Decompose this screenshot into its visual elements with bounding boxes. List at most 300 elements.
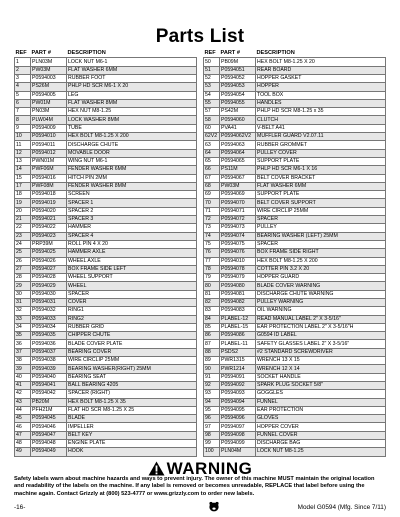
ref-cell: 27: [15, 265, 31, 273]
table-row: [15, 431, 197, 439]
part-number-cell: P0594029: [31, 282, 67, 290]
ref-cell: 90: [204, 365, 220, 373]
part-number-cell: PWF06M: [31, 166, 67, 174]
part-number-cell: P0594032: [31, 307, 67, 315]
part-number-cell: P0594003: [31, 74, 67, 82]
description-cell: TUBE: [67, 124, 197, 132]
table-row: [204, 365, 386, 373]
description-cell: HITCH PIN 2MM: [67, 174, 197, 182]
parts-tables: [14, 49, 386, 457]
table-row: [15, 448, 197, 456]
table-row: [204, 357, 386, 365]
ref-cell: 75: [204, 240, 220, 248]
ref-cell: 22: [15, 224, 31, 232]
ref-cell: 31: [15, 299, 31, 307]
ref-cell: 91: [204, 373, 220, 381]
part-number-cell: PS26M: [31, 83, 67, 91]
ref-cell: 28: [15, 274, 31, 282]
ref-cell: 54: [204, 91, 220, 99]
description-header: DESCRIPTION: [256, 50, 295, 57]
parts-table-left: [14, 49, 197, 457]
table-row: [15, 124, 197, 132]
part-number-cell: PRP39M: [31, 240, 67, 248]
description-cell: SUPPORT PLATE: [256, 191, 386, 199]
part-number-cell: P0594062V2: [220, 133, 256, 141]
part-number-cell: P0594028: [31, 274, 67, 282]
part-number-cell: P0594097: [220, 423, 256, 431]
ref-cell: 66: [204, 166, 220, 174]
parts-table-left-body: [15, 58, 197, 456]
ref-cell: 80: [204, 282, 220, 290]
table-row: [15, 99, 197, 107]
table-row: [15, 182, 197, 190]
description-cell: PHLP HD SCR M6-1 X 16: [256, 166, 386, 174]
warning-heading-text: WARNING: [166, 459, 253, 478]
ref-cell: 48: [15, 440, 31, 448]
part-number-cell: PN03M: [31, 108, 67, 116]
part-number-cell: P0594038: [31, 357, 67, 365]
description-cell: FLAT WASHER 8MM: [67, 99, 197, 107]
page-title: Parts List: [155, 26, 245, 47]
ref-cell: 9: [15, 124, 31, 132]
ref-cell: 65: [204, 157, 220, 165]
ref-cell: 99: [204, 440, 220, 448]
table-row: [204, 74, 386, 82]
table-row: [15, 340, 197, 348]
ref-cell: 34: [15, 323, 31, 331]
description-cell: FENDER WASHER 6MM: [67, 166, 197, 174]
description-cell: RUBBER GROMMET: [256, 141, 386, 149]
description-cell: SUPPORT PLATE: [256, 157, 386, 165]
ref-cell: 74: [204, 232, 220, 240]
table-row: [15, 83, 197, 91]
table-row: [204, 390, 386, 398]
description-cell: WING NUT M6-1: [67, 157, 197, 165]
ref-cell: 44: [15, 406, 31, 414]
table-row: [15, 91, 197, 99]
description-cell: SPACER 4: [67, 232, 197, 240]
description-cell: G0594 ID LABEL: [256, 332, 386, 340]
description-cell: READ MANUAL LABEL 2" X 3-5/16": [256, 315, 386, 323]
description-cell: GOGGLES: [256, 390, 386, 398]
ref-cell: 5: [15, 91, 31, 99]
ref-cell: 82: [204, 299, 220, 307]
part-number-cell: P0594054: [220, 91, 256, 99]
table-row: [15, 207, 197, 215]
ref-cell: 63: [204, 141, 220, 149]
part-number-cell: PB20M: [31, 398, 67, 406]
ref-cell: 71: [204, 207, 220, 215]
description-cell: COTTER PIN 3.2 X 20: [256, 265, 386, 273]
table-row: [15, 406, 197, 414]
part-number-cell: P0594011: [31, 141, 67, 149]
part-number-cell: P0594020: [31, 207, 67, 215]
ref-cell: 50: [204, 58, 220, 66]
description-cell: MUFFLER GUARD V2.07.11: [256, 133, 386, 141]
table-row: [15, 332, 197, 340]
description-cell: SPACER: [67, 290, 197, 298]
part-number-cell: P0594063: [220, 141, 256, 149]
description-cell: RING1: [67, 307, 197, 315]
table-row: [204, 133, 386, 141]
ref-cell: 60: [204, 124, 220, 132]
part-number-cell: PWN01M: [31, 157, 67, 165]
description-cell: GLOVES: [256, 415, 386, 423]
description-cell: DISCHARGE CHUTE: [67, 141, 197, 149]
ref-cell: 25: [15, 249, 31, 257]
table-row: [204, 448, 386, 456]
ref-cell: 100: [204, 448, 220, 456]
ref-cell: 6: [15, 99, 31, 107]
ref-cell: 33: [15, 315, 31, 323]
description-cell: BEARING WASHER (LEFT) 25MM: [256, 232, 386, 240]
ref-cell: 36: [15, 340, 31, 348]
part-number-cell: P0594049: [31, 448, 67, 456]
table-row: [204, 323, 386, 331]
part-number-cell: P0594034: [31, 323, 67, 331]
table-row: [15, 357, 197, 365]
table-row: [204, 290, 386, 298]
part-number-cell: P0594081: [220, 290, 256, 298]
description-cell: LOCK NUT M8-1.25: [256, 448, 386, 456]
part-number-cell: PLABEL-12: [220, 315, 256, 323]
part-number-cell: P0594035: [31, 332, 67, 340]
description-cell: EAR PROTECTION: [256, 406, 386, 414]
description-cell: FLAT HD SCR M8-1.25 X 25: [67, 406, 197, 414]
ref-cell: 1: [15, 58, 31, 66]
description-cell: EAR PROTECTION LABEL 2" X 3-5/16"H: [256, 323, 386, 331]
ref-cell: 78: [204, 265, 220, 273]
part-number-cell: P0594005: [31, 91, 67, 99]
ref-cell: 52: [204, 74, 220, 82]
table-row: [15, 440, 197, 448]
description-cell: ROLL PIN 4 X 20: [67, 240, 197, 248]
table-row: [15, 257, 197, 265]
part-number-cell: P0594069: [220, 191, 256, 199]
ref-cell: 73: [204, 224, 220, 232]
table-row: [204, 141, 386, 149]
description-cell: BLADE COVER WARNING: [256, 282, 386, 290]
table-row: [15, 265, 197, 273]
table-row: [204, 274, 386, 282]
part-number-cell: P0594053: [220, 83, 256, 91]
ref-cell: 18: [15, 191, 31, 199]
table-row: [204, 315, 386, 323]
table-row: [15, 133, 197, 141]
ref-cell: 19: [15, 199, 31, 207]
part-number-cell: P0594095: [220, 406, 256, 414]
description-cell: WIRE CIRCLIP 25MM: [256, 207, 386, 215]
part-header: PART #: [31, 50, 51, 57]
ref-cell: 3: [15, 74, 31, 82]
description-cell: SPACER 2: [67, 207, 197, 215]
description-cell: PULLEY: [256, 224, 386, 232]
description-cell: RUBBER FOOT: [67, 74, 197, 82]
description-cell: HEX BOLT M8-1.25 X 20: [256, 58, 386, 66]
table-row: [15, 415, 197, 423]
table-row: [204, 265, 386, 273]
part-number-cell: PWR1315: [220, 357, 256, 365]
ref-cell: 15: [15, 174, 31, 182]
description-cell: PHLP HD SCR M6-1 X 20: [67, 83, 197, 91]
table-row: [15, 348, 197, 356]
table-row: [15, 282, 197, 290]
table-row: [15, 249, 197, 257]
description-cell: HOPPER COVER: [256, 423, 386, 431]
part-number-cell: P0594046: [31, 423, 67, 431]
part-number-cell: PB09M: [220, 58, 256, 66]
ref-cell: 13: [15, 157, 31, 165]
description-cell: BEARING SEAT: [67, 373, 197, 381]
part-number-cell: PLN04M: [220, 448, 256, 456]
description-cell: HEX BOLT M8-1.25 X 35: [67, 398, 197, 406]
description-cell: BELT KEY: [67, 431, 197, 439]
part-number-cell: P0594010: [220, 257, 256, 265]
table-row: [204, 423, 386, 431]
description-cell: HEX BOLT M8-1.25 X 200: [256, 257, 386, 265]
part-number-cell: P0594016: [31, 174, 67, 182]
description-cell: LEG: [67, 91, 197, 99]
table-row: [204, 108, 386, 116]
description-cell: HEX BOLT M8-1.25 X 200: [67, 133, 197, 141]
description-cell: SAFETY GLASSES LABEL 2" X 3-5/16": [256, 340, 386, 348]
part-number-cell: P0594098: [220, 431, 256, 439]
part-number-cell: P0594060: [220, 116, 256, 124]
part-number-cell: P0594075: [220, 240, 256, 248]
table-row: [204, 191, 386, 199]
description-cell: HOOK: [67, 448, 197, 456]
table-row: [204, 299, 386, 307]
part-number-cell: P0594031: [31, 299, 67, 307]
description-cell: FLAT WASHER 6MM: [67, 66, 197, 74]
table-row: [204, 415, 386, 423]
table-row: [204, 124, 386, 132]
table-row: [204, 199, 386, 207]
table-row: [15, 307, 197, 315]
description-cell: SPACER: [256, 216, 386, 224]
table-row: [15, 141, 197, 149]
part-number-cell: P0594074: [220, 232, 256, 240]
ref-cell: 81: [204, 290, 220, 298]
description-cell: BOX FRAME SIDE RIGHT: [256, 249, 386, 257]
ref-cell: 94: [204, 398, 220, 406]
part-number-cell: P0594026: [31, 257, 67, 265]
part-number-cell: P0594036: [31, 340, 67, 348]
part-number-cell: PS11M: [220, 166, 256, 174]
table-row: [204, 307, 386, 315]
part-number-cell: P0594051: [220, 66, 256, 74]
description-cell: BLADE: [67, 415, 197, 423]
description-cell: FUNNEL: [256, 398, 386, 406]
part-number-cell: PS42M: [220, 108, 256, 116]
part-number-cell: P0594021: [31, 216, 67, 224]
part-number-cell: P0594023: [31, 232, 67, 240]
description-cell: SCREEN: [67, 191, 197, 199]
ref-cell: 70: [204, 199, 220, 207]
description-cell: HOPPER: [256, 83, 386, 91]
ref-cell: 46: [15, 423, 31, 431]
table-row: [204, 166, 386, 174]
table-row: [204, 398, 386, 406]
table-row: [204, 348, 386, 356]
description-cell: V-BELT A41: [256, 124, 386, 132]
page-number: -16-: [14, 504, 26, 511]
ref-cell: 7: [15, 108, 31, 116]
ref-cell: 53: [204, 83, 220, 91]
part-number-cell: P0594093: [220, 390, 256, 398]
table-row: [15, 191, 197, 199]
table-row: [15, 390, 197, 398]
table-row: [204, 332, 386, 340]
table-row: [15, 315, 197, 323]
description-cell: BEARING COVER: [67, 348, 197, 356]
description-cell: BELT COVER SUPPORT: [256, 199, 386, 207]
part-number-cell: P0594099: [220, 440, 256, 448]
page-footer: [14, 504, 386, 514]
ref-cell: 24: [15, 240, 31, 248]
table-row: [204, 381, 386, 389]
ref-cell: 38: [15, 357, 31, 365]
ref-cell: 32: [15, 307, 31, 315]
ref-cell: 77: [204, 257, 220, 265]
description-cell: BALL BEARING 4205: [67, 381, 197, 389]
table-row: [204, 116, 386, 124]
table-row: [204, 207, 386, 215]
description-cell: SPARK PLUG SOCKET 5/8": [256, 381, 386, 389]
description-cell: DISCHARGE BAG: [256, 440, 386, 448]
description-cell: ENGINE PLATE: [67, 440, 197, 448]
table-row: [15, 174, 197, 182]
part-number-cell: P0594019: [31, 199, 67, 207]
description-cell: REAR BOARD: [256, 66, 386, 74]
table-row: [15, 323, 197, 331]
table-row: [204, 373, 386, 381]
table-row: [204, 232, 386, 240]
part-number-cell: P0594033: [31, 315, 67, 323]
table-row: [204, 66, 386, 74]
part-number-cell: P0594083: [220, 307, 256, 315]
description-cell: WIRE CIRCLIP 25MM: [67, 357, 197, 365]
table-row: [204, 440, 386, 448]
description-cell: SPACER: [256, 240, 386, 248]
part-number-cell: P0594092: [220, 381, 256, 389]
description-cell: SOCKET HANDLE: [256, 373, 386, 381]
table-row: [15, 365, 197, 373]
description-cell: WHEEL SUPPORT: [67, 274, 197, 282]
ref-cell: 43: [15, 398, 31, 406]
part-number-cell: P0594027: [31, 265, 67, 273]
model-label: Model G0594 (Mfg. Since 7/11): [297, 504, 386, 511]
ref-cell: 49: [15, 448, 31, 456]
ref-cell: 41: [15, 381, 31, 389]
table-row: [15, 274, 197, 282]
description-cell: BELT COVER BRACKET: [256, 174, 386, 182]
table-row: [15, 149, 197, 157]
part-number-cell: P0594042: [31, 390, 67, 398]
part-number-cell: PWR1214: [220, 365, 256, 373]
ref-cell: 89: [204, 357, 220, 365]
part-number-cell: P0594055: [220, 99, 256, 107]
part-number-cell: P0594010: [31, 133, 67, 141]
description-cell: RUBBER GRID: [67, 323, 197, 331]
ref-cell: 79: [204, 274, 220, 282]
ref-cell: 88: [204, 348, 220, 356]
ref-cell: 58: [204, 116, 220, 124]
table-row: [15, 58, 197, 66]
ref-cell: 17: [15, 182, 31, 190]
description-header: DESCRIPTION: [67, 50, 106, 57]
part-number-cell: P0594012: [31, 149, 67, 157]
ref-cell: 64: [204, 149, 220, 157]
table-row: [204, 240, 386, 248]
ref-cell: 4: [15, 83, 31, 91]
part-number-cell: PFH21M: [31, 406, 67, 414]
parts-table-right: [203, 49, 386, 457]
table-row: [204, 431, 386, 439]
parts-table-right-body: [204, 58, 386, 456]
description-cell: BOX FRAME SIDE LEFT: [67, 265, 197, 273]
ref-header: REF: [204, 50, 216, 57]
ref-cell: 11: [15, 141, 31, 149]
part-number-cell: P0594082: [220, 299, 256, 307]
part-number-cell: P0594080: [220, 282, 256, 290]
description-cell: PULLEY WARNING: [256, 299, 386, 307]
ref-cell: 20: [15, 207, 31, 215]
table-row: [15, 240, 197, 248]
table-row: [15, 398, 197, 406]
description-cell: MOVABLE DOOR: [67, 149, 197, 157]
description-cell: RING2: [67, 315, 197, 323]
table-row: [204, 216, 386, 224]
description-cell: WRENCH 13 X 15: [256, 357, 386, 365]
ref-cell: 12: [15, 149, 31, 157]
ref-cell: 26: [15, 257, 31, 265]
ref-cell: 30: [15, 290, 31, 298]
ref-cell: 76: [204, 249, 220, 257]
ref-cell: 97: [204, 423, 220, 431]
description-cell: TOOL BOX: [256, 91, 386, 99]
description-cell: HOPPER GASKET: [256, 74, 386, 82]
table-row: [15, 290, 197, 298]
table-row: [15, 216, 197, 224]
part-number-cell: P0594070: [220, 199, 256, 207]
part-number-cell: P0594078: [220, 265, 256, 273]
ref-cell: 2: [15, 66, 31, 74]
ref-cell: 98: [204, 431, 220, 439]
table-row: [15, 116, 197, 124]
description-cell: SPACER (RIGHT): [67, 390, 197, 398]
ref-cell: 42: [15, 390, 31, 398]
grizzly-bear-icon: [208, 501, 220, 512]
part-number-cell: PW01M: [31, 99, 67, 107]
description-cell: FENDER WASHER 8MM: [67, 182, 197, 190]
table-row: [15, 423, 197, 431]
part-number-cell: P0594025: [31, 249, 67, 257]
part-number-cell: P0594052: [220, 74, 256, 82]
part-number-cell: P0594065: [220, 157, 256, 165]
ref-cell: 92: [204, 381, 220, 389]
part-number-cell: PWF08M: [31, 182, 67, 190]
ref-cell: 62V2: [204, 133, 220, 141]
ref-cell: 68: [204, 182, 220, 190]
part-number-cell: PSDS2: [220, 348, 256, 356]
table-row: [204, 58, 386, 66]
table-row: [15, 373, 197, 381]
description-cell: IMPELLER: [67, 423, 197, 431]
ref-cell: 40: [15, 373, 31, 381]
description-cell: HOPPER GUARD: [256, 274, 386, 282]
description-cell: WRENCH 12 X 14: [256, 365, 386, 373]
